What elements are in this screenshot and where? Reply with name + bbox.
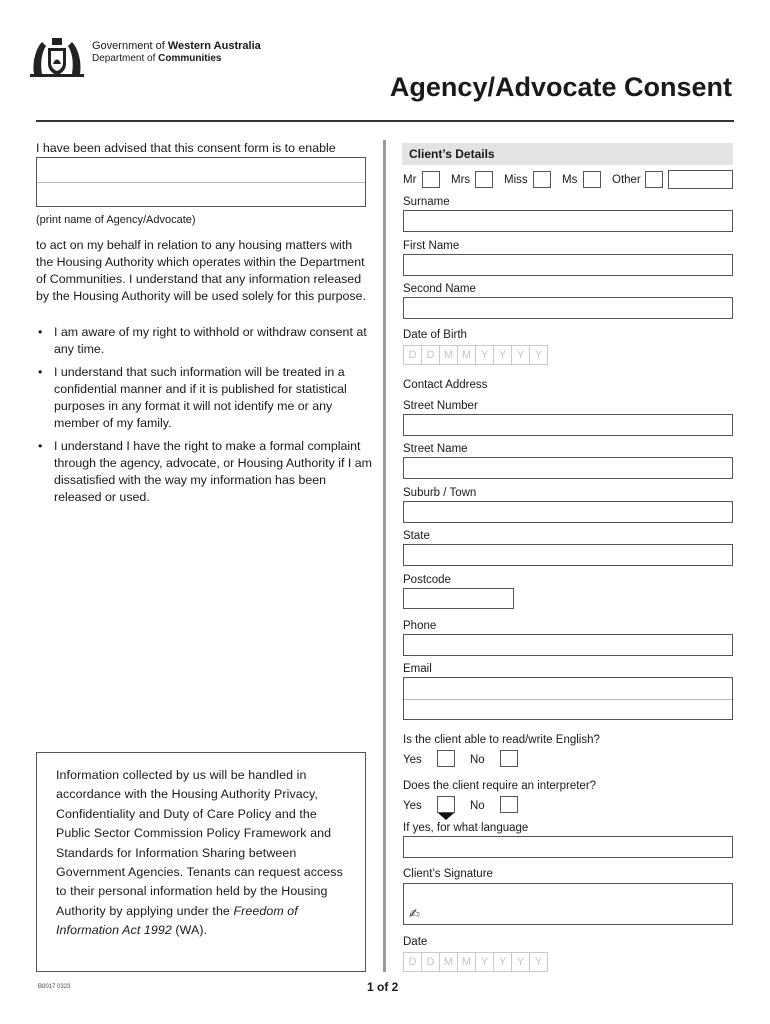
pen-icon: ✍ [409, 906, 420, 921]
date-label: Date [403, 936, 428, 948]
language-label: If yes, for what language [403, 822, 529, 834]
postcode-input[interactable] [403, 588, 514, 609]
suburb-label: Suburb / Town [403, 487, 477, 499]
interpreter-question: Does the client require an interpreter? [403, 780, 597, 792]
other-checkbox[interactable] [645, 171, 663, 188]
street-name-input[interactable] [403, 457, 733, 479]
title-mrs-label: Mrs [451, 174, 471, 186]
consent-bullets [36, 324, 372, 512]
arrow-down-icon [437, 812, 455, 821]
street-number-label: Street Number [403, 400, 478, 412]
bullet-item: • I understand that such information will be treated in a confidential manner and if it is published for statistical purposes in any format it will not identify me or any member of my family. [36, 364, 372, 432]
mrs-checkbox[interactable] [475, 171, 493, 188]
bullet-item: • I understand I have the right to make a formal complaint through the agency, advocate, or Housing Authority if I am dissatisfied with the way my information has been released or used. [36, 438, 372, 506]
bullet-item: • I am aware of my right to withhold or withdraw consent at any time. [36, 324, 372, 358]
privacy-notice: Information collected by us will be handled in accordance with the Housing Authority Privacy, Confidentiality and Duty of Care Policy and the Public Sector Commission Policy Framework and Standards for Information Sharing between Government Agencies. Tenants can request access to their personal information held by the Housing Authority by applying under the Freedom of Information Act 1992 (WA). [36, 752, 366, 972]
language-input[interactable] [403, 836, 733, 858]
contact-address-label: Contact Address [403, 379, 488, 391]
surname-input[interactable] [403, 210, 733, 232]
state-label: State [403, 530, 430, 542]
interpreter-yes-label: Yes [403, 800, 422, 812]
second-name-label: Second Name [403, 283, 476, 295]
department-name: Department of Communities [92, 53, 222, 64]
title-ms-label: Ms [562, 174, 578, 186]
english-yes-checkbox[interactable] [437, 750, 455, 767]
street-number-input[interactable] [403, 414, 733, 436]
dob-input[interactable]: D D M M Y Y Y Y [403, 345, 547, 365]
title-miss-label: Miss [504, 174, 528, 186]
mr-checkbox[interactable] [422, 171, 440, 188]
header-rule [36, 120, 734, 122]
date-input[interactable]: D D M M Y Y Y Y [403, 952, 547, 972]
title-mr-label: Mr [403, 174, 417, 186]
ms-checkbox[interactable] [583, 171, 601, 188]
surname-label: Surname [403, 196, 450, 208]
page-number: 1 of 2 [367, 980, 399, 994]
consent-paragraph: to act on my behalf in relation to any housing matters with the Housing Authority which operates within the Department of Communities. I understand that any information released by the Housing Authority will be used solely for this purpose. [36, 238, 366, 303]
english-no-checkbox[interactable] [500, 750, 518, 767]
english-yes-label: Yes [403, 754, 422, 766]
agency-name-input[interactable] [36, 157, 366, 207]
other-title-input[interactable] [668, 170, 733, 189]
second-name-input[interactable] [403, 297, 733, 319]
phone-input[interactable] [403, 634, 733, 656]
email-input[interactable] [403, 677, 733, 720]
print-name-label: (print name of Agency/Advocate) [36, 214, 196, 226]
email-label: Email [403, 663, 432, 675]
interpreter-no-checkbox[interactable] [500, 796, 518, 813]
suburb-input[interactable] [403, 501, 733, 523]
form-code: B0017 0323 [38, 984, 71, 990]
column-divider [383, 140, 386, 972]
miss-checkbox[interactable] [533, 171, 551, 188]
signature-label: Client’s Signature [403, 868, 493, 880]
title-other-label: Other [612, 174, 641, 186]
intro-text: I have been advised that this consent form is to enable [36, 141, 336, 155]
wa-crest-logo [28, 34, 86, 78]
street-name-label: Street Name [403, 443, 468, 455]
interpreter-no-label: No [470, 800, 485, 812]
first-name-input[interactable] [403, 254, 733, 276]
english-no-label: No [470, 754, 485, 766]
government-name: Government of Western Australia [92, 40, 261, 52]
state-input[interactable] [403, 544, 733, 566]
interpreter-yes-checkbox[interactable] [437, 796, 455, 813]
postcode-label: Postcode [403, 574, 451, 586]
page-title: Agency/Advocate Consent [389, 72, 732, 102]
clients-details-header: Client’s Details [402, 143, 733, 165]
dob-label: Date of Birth [403, 329, 467, 341]
first-name-label: First Name [403, 240, 460, 252]
phone-label: Phone [403, 620, 437, 632]
english-question: Is the client able to read/write English? [403, 734, 600, 746]
signature-input[interactable] [403, 883, 733, 925]
